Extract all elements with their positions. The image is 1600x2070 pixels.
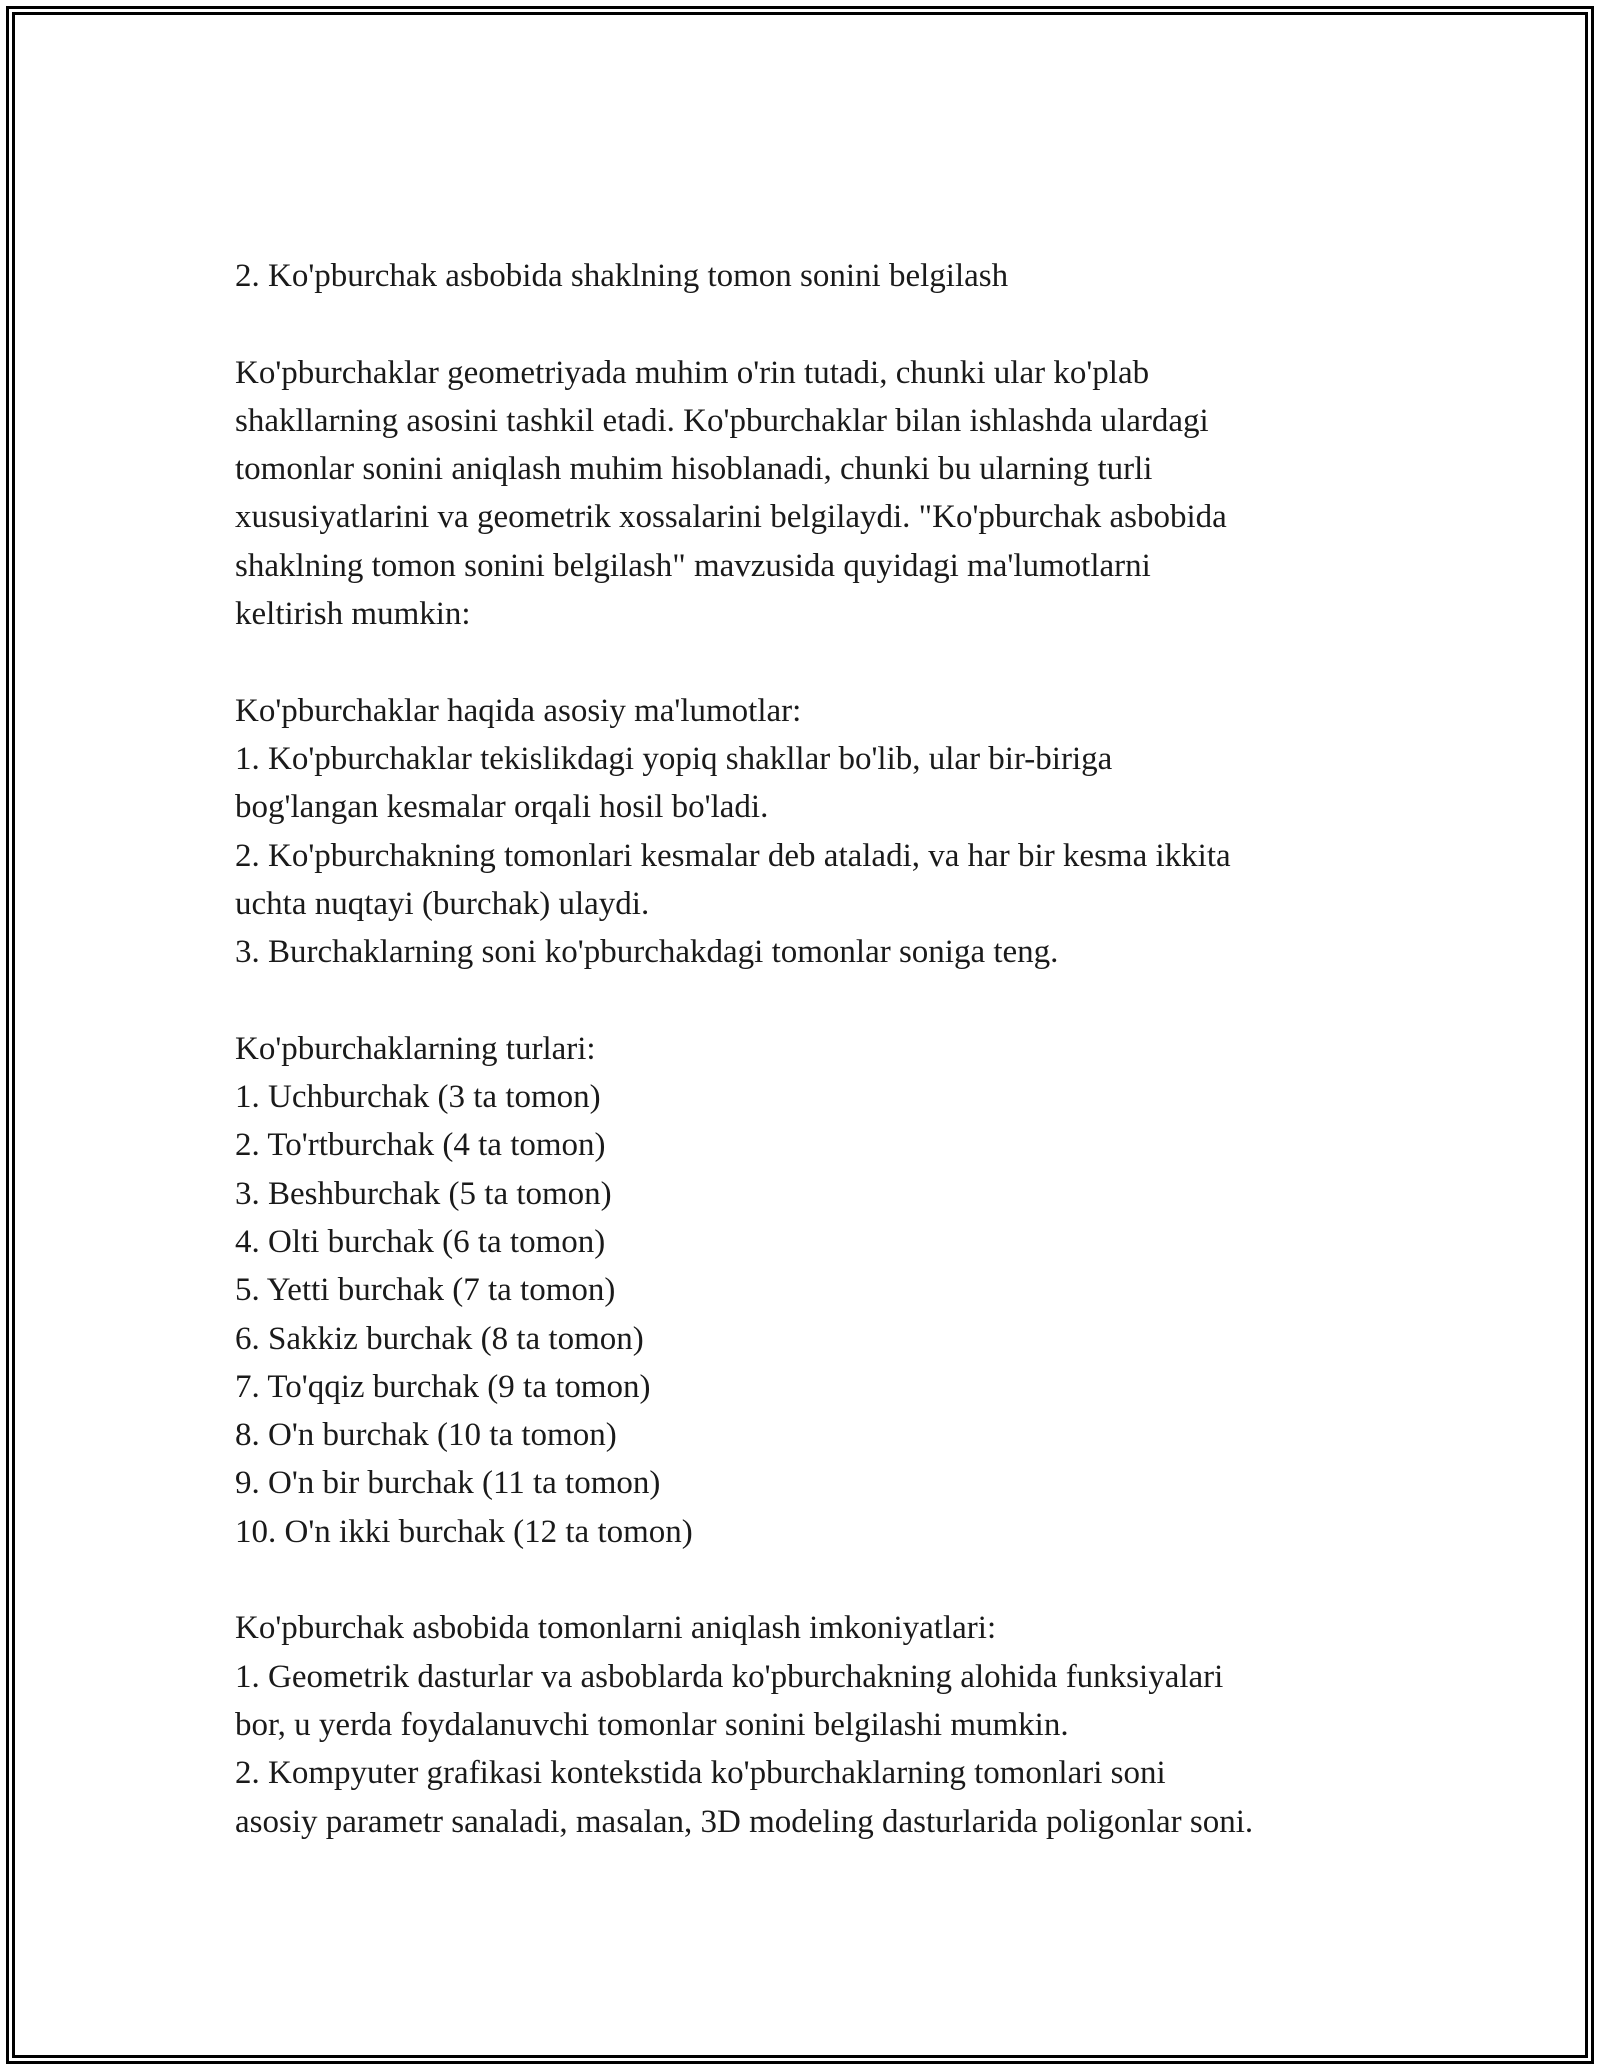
document-body — [235, 252, 1385, 1846]
blank-line — [235, 976, 1385, 1024]
basics-line: 1. Ko'pburchaklar tekislikdagi yopiq shakllar bo'lib, ular bir-biriga — [235, 740, 1113, 777]
capabilities-line: 2. Kompyuter grafikasi kontekstida ko'pburchaklarning tomonlari soni — [235, 1755, 1166, 1792]
section-heading: 2. Ko'pburchak asbobida shaklning tomon sonini belgilash — [235, 258, 1009, 294]
polygon-type-item: 10. O'n ikki burchak (12 ta tomon) — [235, 1513, 693, 1550]
intro-line: shakllarning asosini tashkil etadi. Ko'pburchaklar bilan ishlashda ulardagi — [235, 402, 1209, 439]
capabilities-line: 1. Geometrik dasturlar va asboblarda ko'pburchakning alohida funksiyalari — [235, 1658, 1224, 1695]
basics-title: Ko'pburchaklar haqida asosiy ma'lumotlar: — [235, 692, 802, 729]
basics-line: uchta nuqtayi (burchak) ulaydi. — [235, 885, 650, 922]
polygon-type-item: 1. Uchburchak (3 ta tomon) — [235, 1079, 601, 1116]
types-title: Ko'pburchaklarning turlari: — [235, 1030, 596, 1067]
blank-line — [235, 1556, 1385, 1604]
polygon-type-item: 3. Beshburchak (5 ta tomon) — [235, 1175, 612, 1212]
intro-line: xususiyatlarini va geometrik xossalarini belgilaydi. "Ko'pburchak asbobida — [235, 499, 1227, 536]
polygon-type-item: 6. Sakkiz burchak (8 ta tomon) — [235, 1320, 644, 1357]
types-section — [235, 1025, 1385, 1556]
intro-line: tomonlar sonini aniqlash muhim hisoblanadi, chunki bu ularning turli — [235, 451, 1153, 488]
basics-section — [235, 687, 1385, 977]
capabilities-title: Ko'pburchak asbobida tomonlarni aniqlash imkoniyatlari: — [235, 1610, 997, 1647]
intro-line: Ko'pburchaklar geometriyada muhim o'rin tutadi, chunki ular ko'plab — [235, 354, 1150, 391]
capabilities-section — [235, 1604, 1385, 1845]
intro-line: keltirish mumkin: — [235, 596, 471, 633]
polygon-type-item: 4. Olti burchak (6 ta tomon) — [235, 1223, 606, 1260]
polygon-type-item: 7. To'qqiz burchak (9 ta tomon) — [235, 1368, 651, 1405]
intro-line: shaklning tomon sonini belgilash" mavzusida quyidagi ma'lumotlarni — [235, 547, 1151, 584]
basics-line: 3. Burchaklarning soni ko'pburchakdagi tomonlar soniga teng. — [235, 934, 1059, 971]
polygon-type-item: 9. O'n bir burchak (11 ta tomon) — [235, 1465, 661, 1502]
blank-line — [235, 638, 1385, 686]
capabilities-line: bor, u yerda foydalanuvchi tomonlar sonini belgilashi mumkin. — [235, 1706, 1069, 1743]
polygon-type-item: 8. O'n burchak (10 ta tomon) — [235, 1417, 617, 1454]
basics-line: bog'langan kesmalar orqali hosil bo'ladi. — [235, 789, 769, 826]
blank-line — [235, 300, 1385, 348]
basics-line: 2. Ko'pburchakning tomonlari kesmalar deb ataladi, va har bir kesma ikkita — [235, 837, 1231, 874]
capabilities-line: asosiy parametr sanaladi, masalan, 3D modeling dasturlarida poligonlar soni. — [235, 1803, 1254, 1840]
polygon-type-item: 5. Yetti burchak (7 ta tomon) — [235, 1272, 616, 1309]
intro-paragraph — [235, 349, 1385, 639]
polygon-type-item: 2. To'rtburchak (4 ta tomon) — [235, 1127, 606, 1164]
